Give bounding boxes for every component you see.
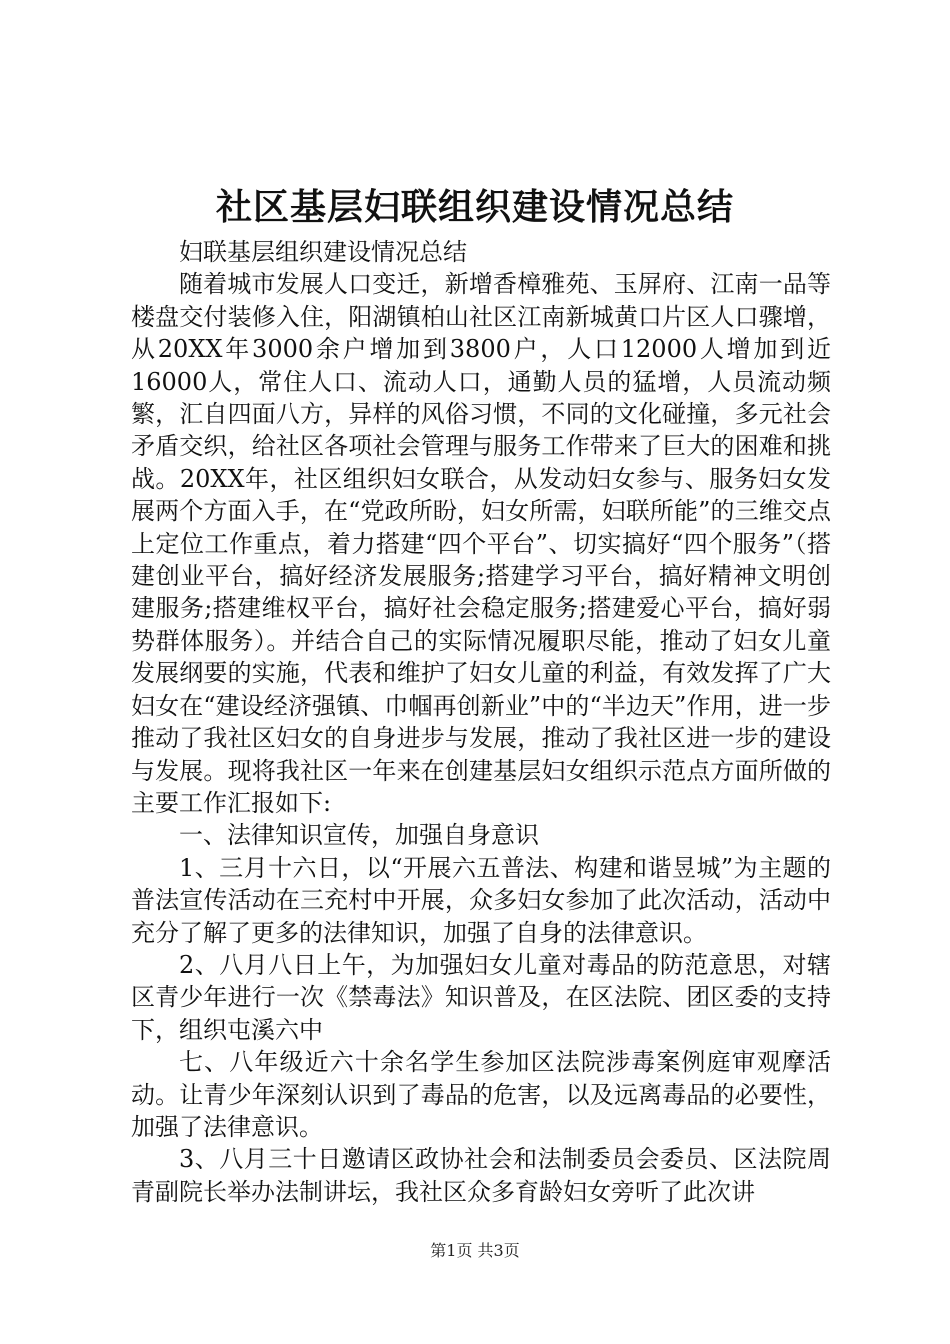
document-title: 社区基层妇联组织建设情况总结 — [215, 186, 734, 228]
paragraph-subtitle: 妇联基层组织建设情况总结 — [179, 238, 467, 266]
page-footer: 第1页 共3页 — [430, 1241, 520, 1260]
section-heading-1: 一、法律知识宣传，加强自身意识 — [179, 821, 539, 850]
paragraph-item-3: 3、八月三十日邀请区政协社会和法制委员会委员、区法院周青副院长举办法制讲坛，我社区众多育龄妇女旁听了此次讲 — [131, 1145, 831, 1206]
paragraph-item-2-continued: 七、八年级近六十余名学生参加区法院涉毒案例庭审观摩活动。让青少年深刻认识到了毒品的危害，以及远离毒品的必要性，加强了法律意识。 — [131, 1048, 831, 1141]
paragraph-item-1: 1、三月十六日，以“开展六五普法、构建和谐昱城”为主题的普法宣传活动在三充村中开展，众多妇女参加了此次活动，活动中充分了解了更多的法律知识，加强了自身的法律意识。 — [131, 853, 831, 947]
paragraph-intro: 随着城市发展人口变迁，新增香樟雅苑、玉屏府、江南一品等楼盘交付装修入住，阳湖镇柏山社区江南新城黄口片区人口骤增，从20XX年3000余户增加到3800户，人口12000人增加到近16000人，常住人口、流动人口，通勤人员的猛增，人员流动频繁，汇自四面八方，异样的风俗习惯，不同的文化碰撞，多元社会矛盾交织，给社区各项社会管理与服务工作带来了巨大的困难和挑战。20XX年，社区组织妇女联合，从发动妇女参与、服务妇女发展两个方面入手，在“党政所盼，妇女所需，妇联所能”的三维交点上定位工作重点，着力搭建“四个平台”、切实搞好“四个服务”（搭建创业平台，搞好经济发展服务;搭建学习平台，搞好精神文明创建服务;搭建维权平台，搞好社会稳定服务;搭建爱心平台，搞好弱势群体服务）。并结合自己的实际情况履职尽能，推动了妇女儿童发展纲要的实施，代表和维护了妇女儿童的利益，有效发挥了广大妇女在“建设经济强镇、巾帼再创新业”中的“半边天”作用，进一步推动了我社区妇女的自身进步与发展，推动了我社区进一步的建设与发展。现将我社区一年来在创建基层妇女组织示范点方面所做的主要工作汇报如下: — [131, 270, 831, 817]
document-body — [131, 236, 831, 1208]
paragraph-item-2: 2、八月八日上午，为加强妇女儿童对毒品的防范意思，对辖区青少年进行一次《禁毒法》知识普及，在区法院、团区委的支持下，组织屯溪六中 — [131, 950, 831, 1044]
